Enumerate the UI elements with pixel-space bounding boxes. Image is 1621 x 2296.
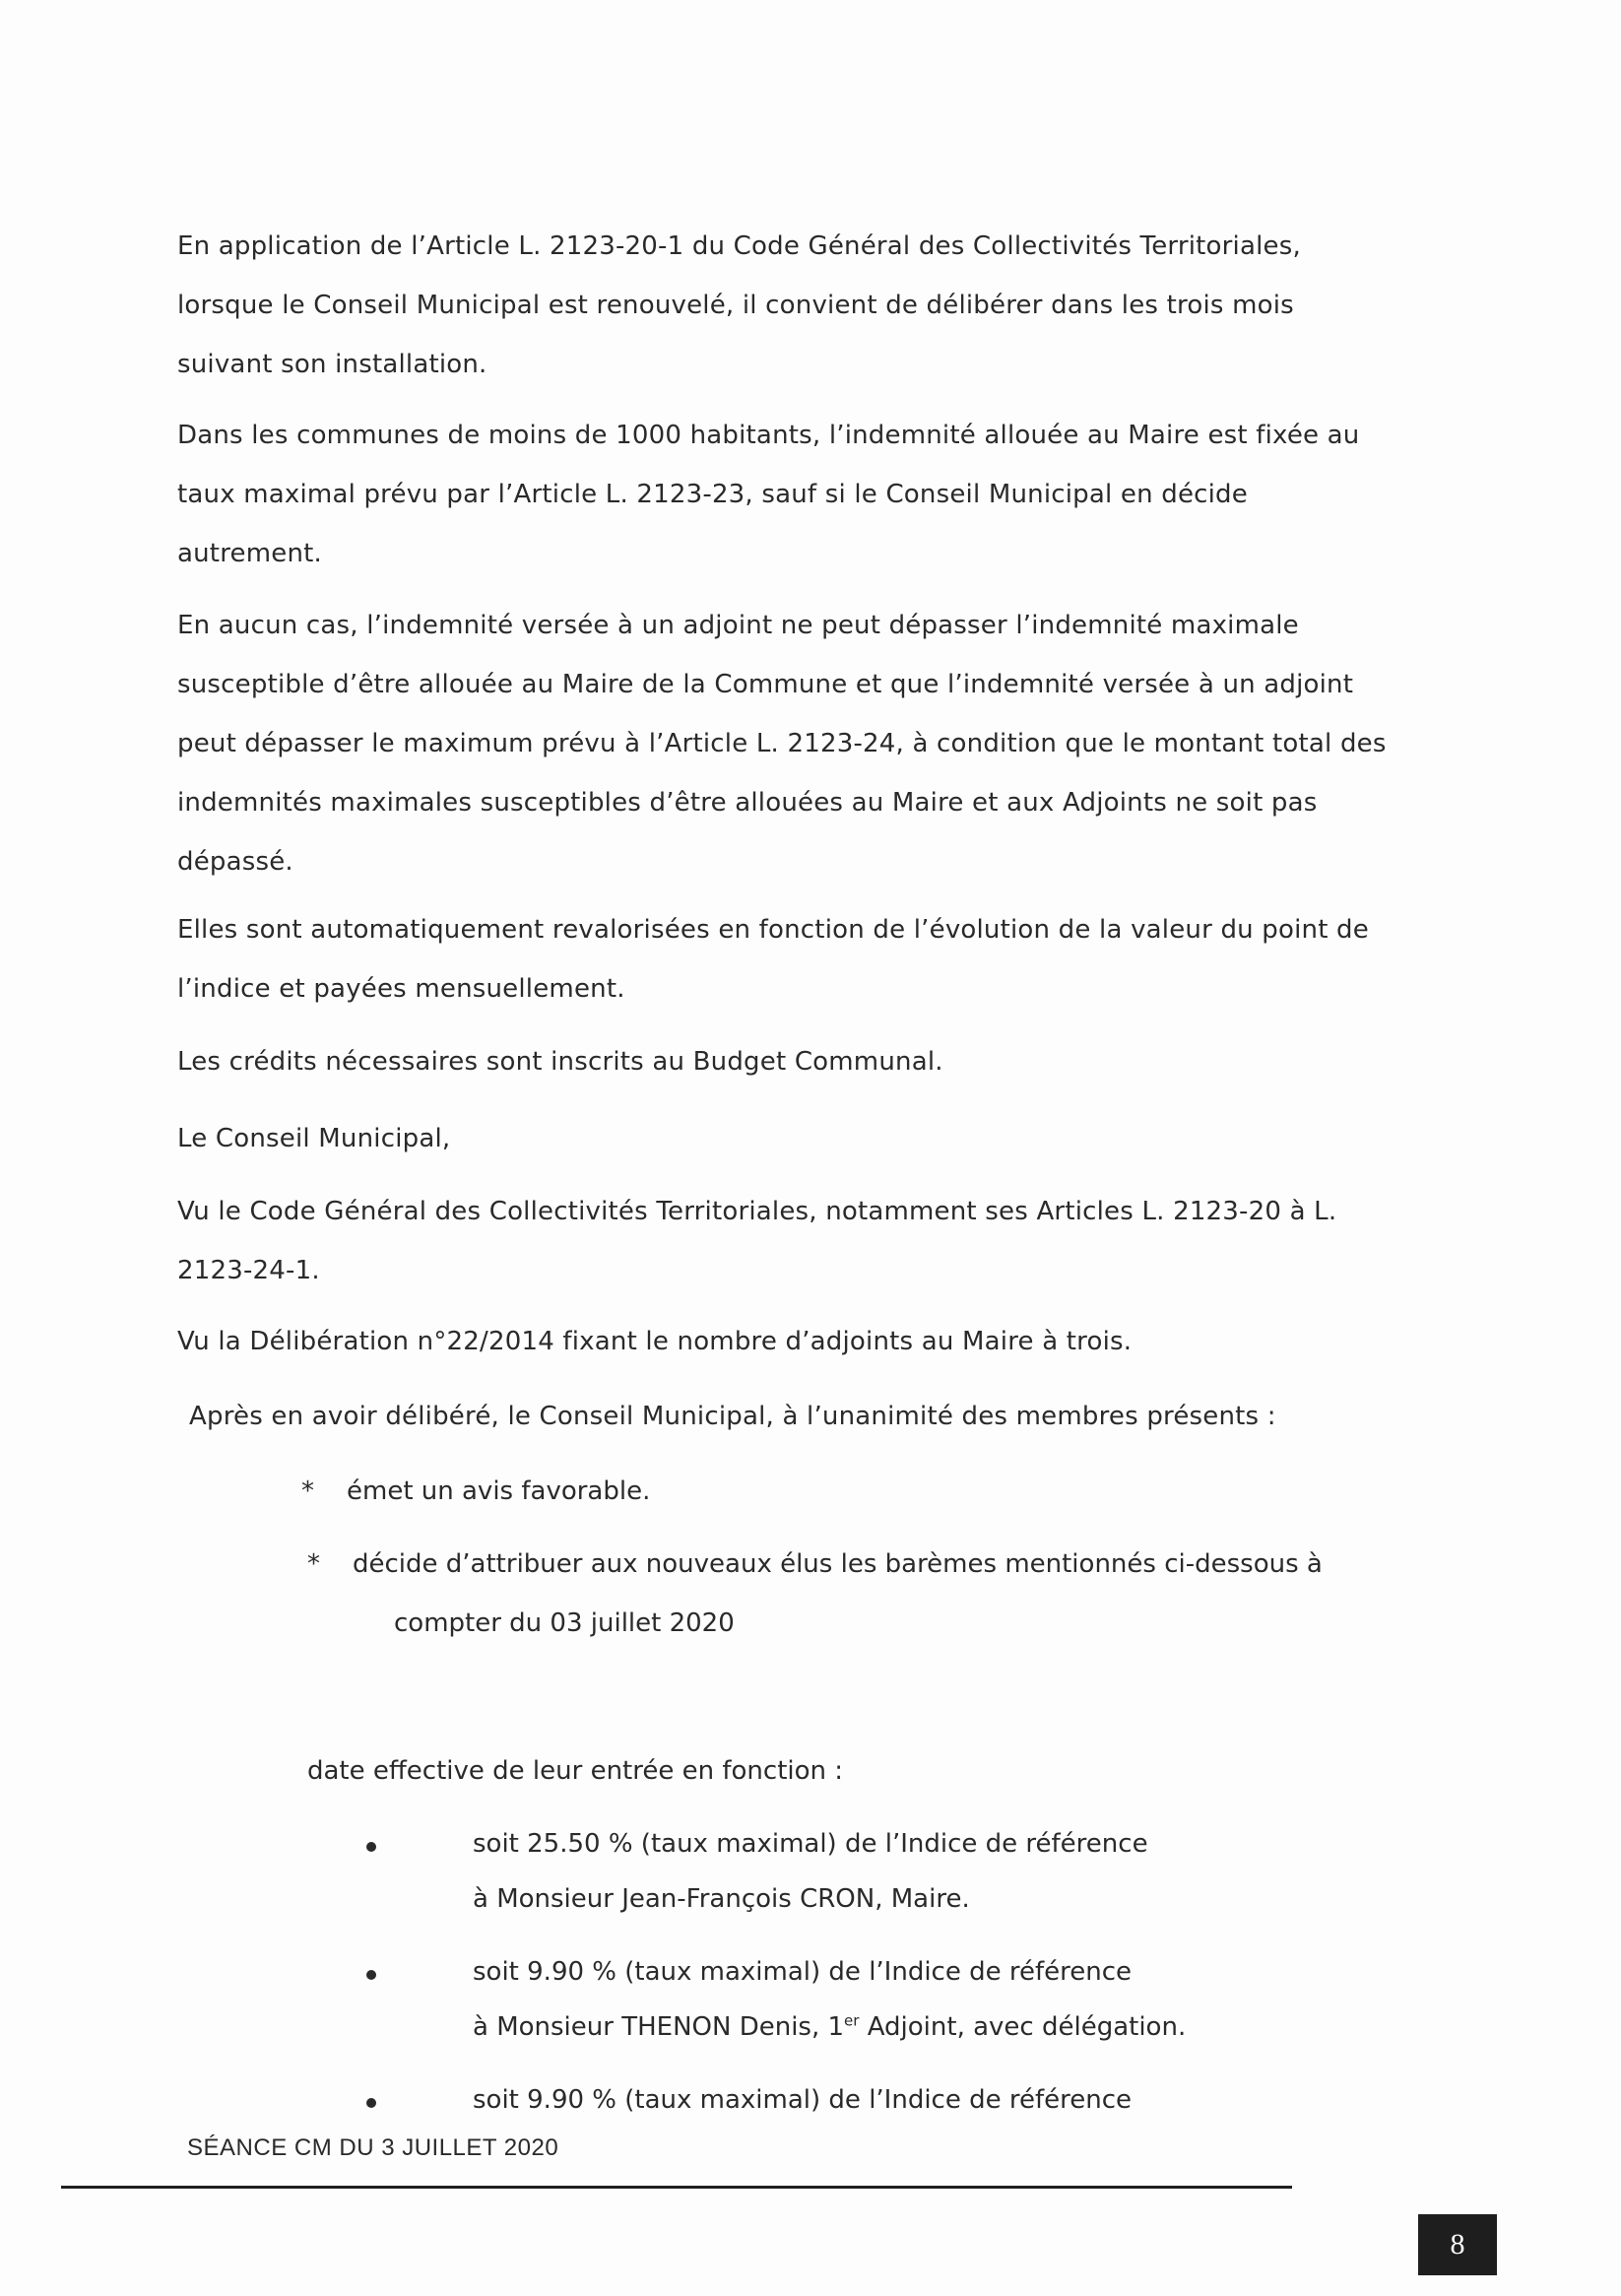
text-line: peut dépasser le maximum prévu à l’Article L. 2123-24, à condition que le montant total des (177, 729, 1387, 758)
text-line: autrement. (177, 539, 322, 568)
text-line: Le Conseil Municipal, (177, 1124, 451, 1153)
text-line: Elles sont automatiquement revalorisées en fonction de l’évolution de la valeur du point de (177, 915, 1369, 945)
allocation-rate: soit 9.90 % (taux maximal) de l’Indice de référence (473, 1957, 1133, 1987)
paragraph-revalorisation (177, 900, 1448, 1018)
paragraph-credits (177, 1032, 1448, 1091)
asterisk-marker: * (301, 1476, 314, 1506)
text-line: lorsque le Conseil Municipal est renouvelé, il convient de délibérer dans les trois mois (177, 291, 1294, 320)
paragraph-apres-deliberation (189, 1387, 1459, 1446)
decision-text: émet un avis favorable. (347, 1476, 651, 1506)
paragraph-indemnite-adjoint (177, 596, 1448, 891)
text-line: suivant son installation. (177, 350, 487, 379)
decision-continuation (394, 1594, 735, 1653)
text-line: l’indice et payées mensuellement. (177, 974, 625, 1004)
allocation-rate: soit 9.90 % (taux maximal) de l’Indice de référence (473, 2085, 1133, 2115)
text-line: Après en avoir délibéré, le Conseil Municipal, à l’unanimité des membres présents : (189, 1402, 1276, 1431)
allocation-rate: soit 25.50 % (taux maximal) de l’Indice de référence (473, 1829, 1148, 1859)
beneficiary-role: Adjoint, avec délégation. (859, 2012, 1187, 2042)
paragraph-conseil-municipal (177, 1109, 1448, 1168)
ordinal-superscript: er (844, 2011, 860, 2030)
text-line: susceptible d’être allouée au Maire de la Commune et que l’indemnité versée à un adjoint (177, 670, 1354, 699)
text-line: En application de l’Article L. 2123-20-1 du Code Général des Collectivités Territoriales, (177, 231, 1301, 261)
decision-item (301, 1462, 650, 1521)
bullet-dot-icon (366, 1842, 376, 1852)
effective-date-text: date effective de leur entrée en fonction : (307, 1756, 844, 1786)
beneficiary-text: à Monsieur THENON Denis, 1 (473, 2012, 845, 2042)
text-line: dépassé. (177, 847, 293, 877)
bullet-dot-icon (366, 2098, 376, 2108)
page-number-badge: 8 (1418, 2214, 1497, 2275)
paragraph-communes-moins-1000 (177, 406, 1448, 583)
text-line: indemnités maximales susceptibles d’être allouées au Maire et aux Adjoints ne soit pas (177, 788, 1318, 818)
text-line: 2123-24-1. (177, 1256, 320, 1285)
session-footer-title: SÉANCE CM DU 3 JUILLET 2020 (187, 2134, 559, 2161)
text-line: En aucun cas, l’indemnité versée à un adjoint ne peut dépasser l’indemnité maximale (177, 611, 1299, 640)
paragraph-vu-deliberation (177, 1312, 1448, 1371)
decision-text-continuation: compter du 03 juillet 2020 (394, 1608, 735, 1638)
text-line: taux maximal prévu par l’Article L. 2123-23, sauf si le Conseil Municipal en décide (177, 480, 1248, 509)
effective-date-label (307, 1741, 843, 1801)
text-line: Vu la Délibération n°22/2014 fixant le nombre d’adjoints au Maire à trois. (177, 1327, 1133, 1356)
decision-item (307, 1535, 1323, 1594)
text-line: Vu le Code Général des Collectivités Territoriales, notamment ses Articles L. 2123-20 à L. (177, 1197, 1337, 1226)
paragraph-article-2123-20-1 (177, 217, 1448, 394)
footer-divider (61, 2186, 1292, 2189)
decision-text: décide d’attribuer aux nouveaux élus les barèmes mentionnés ci-dessous à (353, 1549, 1323, 1579)
asterisk-marker: * (307, 1549, 320, 1579)
paragraph-vu-code (177, 1182, 1448, 1300)
text-line: Dans les communes de moins de 1000 habitants, l’indemnité allouée au Maire est fixée au (177, 421, 1360, 450)
allocation-beneficiary (473, 2000, 1186, 2055)
allocation-beneficiary: à Monsieur Jean-François CRON, Maire. (473, 1884, 970, 1914)
text-line: Les crédits nécessaires sont inscrits au Budget Communal. (177, 1047, 943, 1077)
bullet-dot-icon (366, 1970, 376, 1980)
